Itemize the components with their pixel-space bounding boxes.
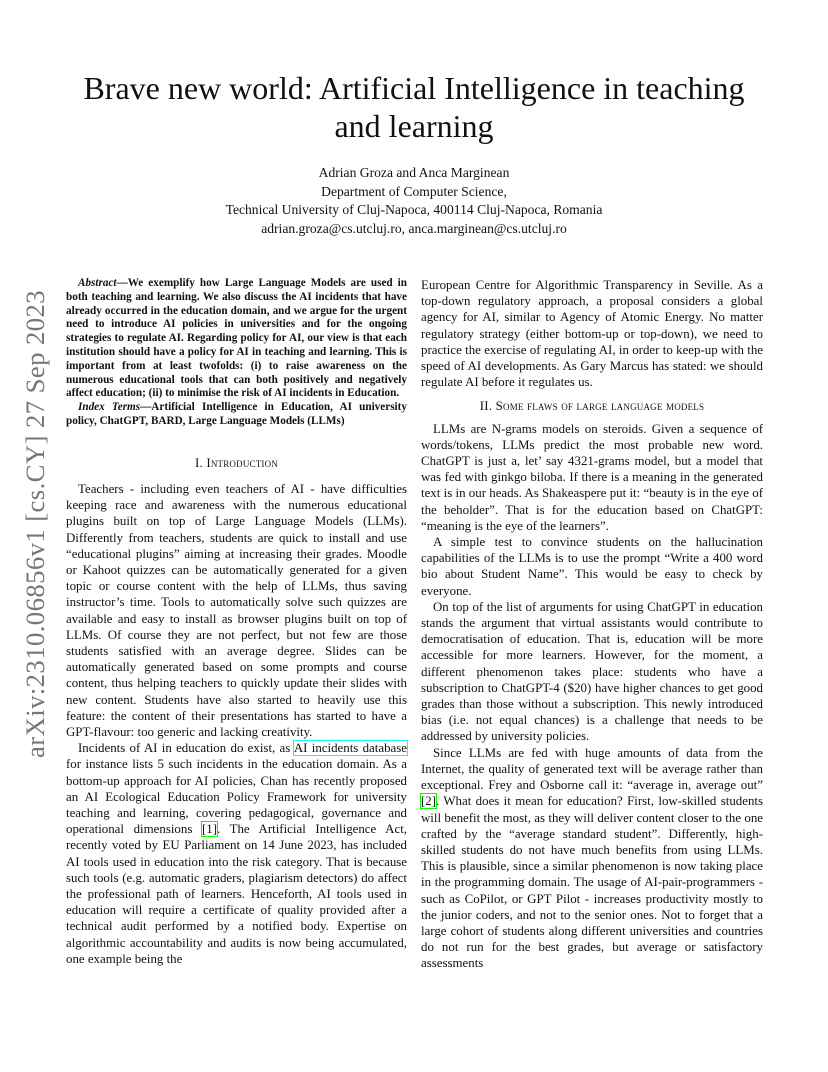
intro-p2-text-a: Incidents of AI in education do exist, as	[78, 741, 294, 756]
ai-incidents-database-link[interactable]: AI incidents database	[293, 741, 407, 756]
abstract-text: —We exemplify how Large Language Models are used in both teaching and learning. We also discuss the AI incidents that have already occurred in the education domain, and we argue for the urgent need to introduce AI policies in universities and for the ongoing strategies to regulate AI. Regarding policy for AI, our view is that each institution should have a policy for AI in teaching and learning. This is important from at least twofolds: (i) to raise awareness on the numerous educational tools that can both positively and negatively affect education; (ii) to minimise the risk of AI incidents in Education.	[66, 277, 407, 400]
flaws-paragraph-1: LLMs are N-grams models on steroids. Given a sequence of words/tokens, LLMs predict the most probable new word. ChatGPT is just a, let’ say 4321-grams model, but a model that was fed with ginkgo biloba. If there is a meaning in the generated text is in our heads. As Shakeaspere put it: “beauty is in the eye of the beholder”. That is for the education based on ChatGPT: “meaning is the eye of the learners”.	[421, 421, 763, 533]
index-terms-lead: Index Terms	[78, 401, 141, 414]
paper-title: Brave new world: Artificial Intelligence in teaching and learning	[83, 70, 745, 144]
section-heading-introduction: I. Introduction	[194, 455, 279, 470]
abstract	[66, 277, 407, 401]
author-names: Adrian Groza and Anca Marginean	[318, 165, 510, 180]
abstract-lead: Abstract	[78, 277, 117, 289]
citation-link-2[interactable]: [2]	[421, 794, 437, 809]
flaws-paragraph-2: A simple test to convince students on the hallucination capabilities of the LLMs is to use the prompt “Write a 400 word bio about Student Name”. This would be easy to check by everyone.	[421, 535, 763, 598]
index-terms	[66, 401, 407, 429]
left-column	[66, 277, 407, 967]
index-terms-text: —Artificial Intelligence in Education, AI university policy, ChatGPT, BARD, Large Language Models (LLMs)	[66, 401, 407, 427]
arxiv-id-text: arXiv:2310.06856v1 [cs.CY] 27 Sep 2023	[20, 293, 50, 758]
author-block	[120, 164, 708, 238]
intro-paragraph-1: Teachers - including even teachers of AI - have difficulties keeping race and awareness with the numerous educational plugins built on top of Large Language Models (LLMs). Differently from teachers, students are quick to install and use “educational plugins” aiming at increasing their grades. Moodle or Kahoot quizzes can be automatically generated for a given topic or course content with the help of LLMs, thus saving instructor’s time. Tools to automatically solve such quizzes are available and easy to install as browser plugins built on top of LLMs. Of course they are not perfect, but not few are those students satisfied with an average degree. Slides can be automatically generated based on some prompts and course content, thus helping teachers to quickly update their slides with new content. Students have also started to heavily use this feature: the content of their presentations has started to have a GPT-flavour: too generic and lacking creativity.	[66, 481, 407, 740]
intro-p2-text-b: for instance lists 5 such incidents in the education domain. As a bottom-up approach for AI policies, Chan has recently proposed an AI Ecological Education Policy Framework for university teaching and learning, covering pedagogical, governance and operational dimensions	[66, 757, 407, 837]
flaws-p4-text-a: Since LLMs are fed with huge amounts of data from the Internet, the quality of generated text will be average rather than exceptional. Frey and Osborne call it: “average in, average out”	[421, 745, 763, 793]
right-column	[421, 277, 763, 972]
flaws-paragraph-3: On top of the list of arguments for using ChatGPT in education stands the argument that virtual assistants would contribute to democratisation of education. That is, education will be more accessible for more learners. However, for the moment, a different phenomenon takes place: students who have a subscription to ChatGPT-4 ($20) have higher chances to get good grades than those without a subscription. This newly introduced bias (i.e. not equal chances) is a challenge that needs to be addressed by university policies.	[421, 599, 763, 744]
intro-paragraph-2	[66, 740, 407, 967]
arxiv-identifier	[8, 290, 58, 760]
citation-link-1[interactable]: [1]	[201, 822, 217, 837]
intro-p2-text-c: . The Artificial Intelligence Act, recently voted by EU Parliament on 14 June 2023, has included AI tools used in education into the risk category. That is because such tools (e.g. automatic graders, plagiarism detectors) do affect the professional path of learners. Henceforth, AI tools used in education will require a certificate of quality provided after a technical audit performed by a notified body. Expertise on algorithmic accountability and audits is now being accumulated, one example being the	[66, 822, 407, 966]
intro-paragraph-2-continued: European Centre for Algorithmic Transparency in Seville. As a top-down regulatory approach, a proposal considers a global agency for AI, similar to Agency of Atomic Energy. No matter regulatory strategy (either bottom-up or top-down), we need to practice the exercise of regulating AI, in order to keep-up with the speed of AI developments. As Gary Marcus has stated: we should regulate AI before it regulates us.	[421, 278, 763, 390]
author-department: Department of Computer Science,	[321, 183, 507, 199]
flaws-p4-text-b: . What does it mean for education? First, low-skilled students will benefit the most, as they will deliver content closer to the one crafted by the “average standard student”. Differently, high-skilled students do not have much benefits from using LLMs. This is plausible, since a similar phenomenon is now taking place in the programming domain. The usage of AI-pair-programmers - such as CoPilot, or GPT Pilot - increases productivity mostly to the junior coders, and not to the senior ones. Not to forget that a large cohort of students along different universities and countries do not run for the best grades, but average or satisfactory assessments	[421, 794, 763, 971]
author-emails: adrian.groza@cs.utcluj.ro, anca.marginean@cs.utcluj.ro	[261, 220, 567, 236]
flaws-paragraph-4	[421, 745, 763, 972]
author-university: Technical University of Cluj-Napoca, 400114 Cluj-Napoca, Romania	[225, 202, 603, 217]
section-heading-flaws: II. Some flaws of large language models	[479, 399, 705, 414]
